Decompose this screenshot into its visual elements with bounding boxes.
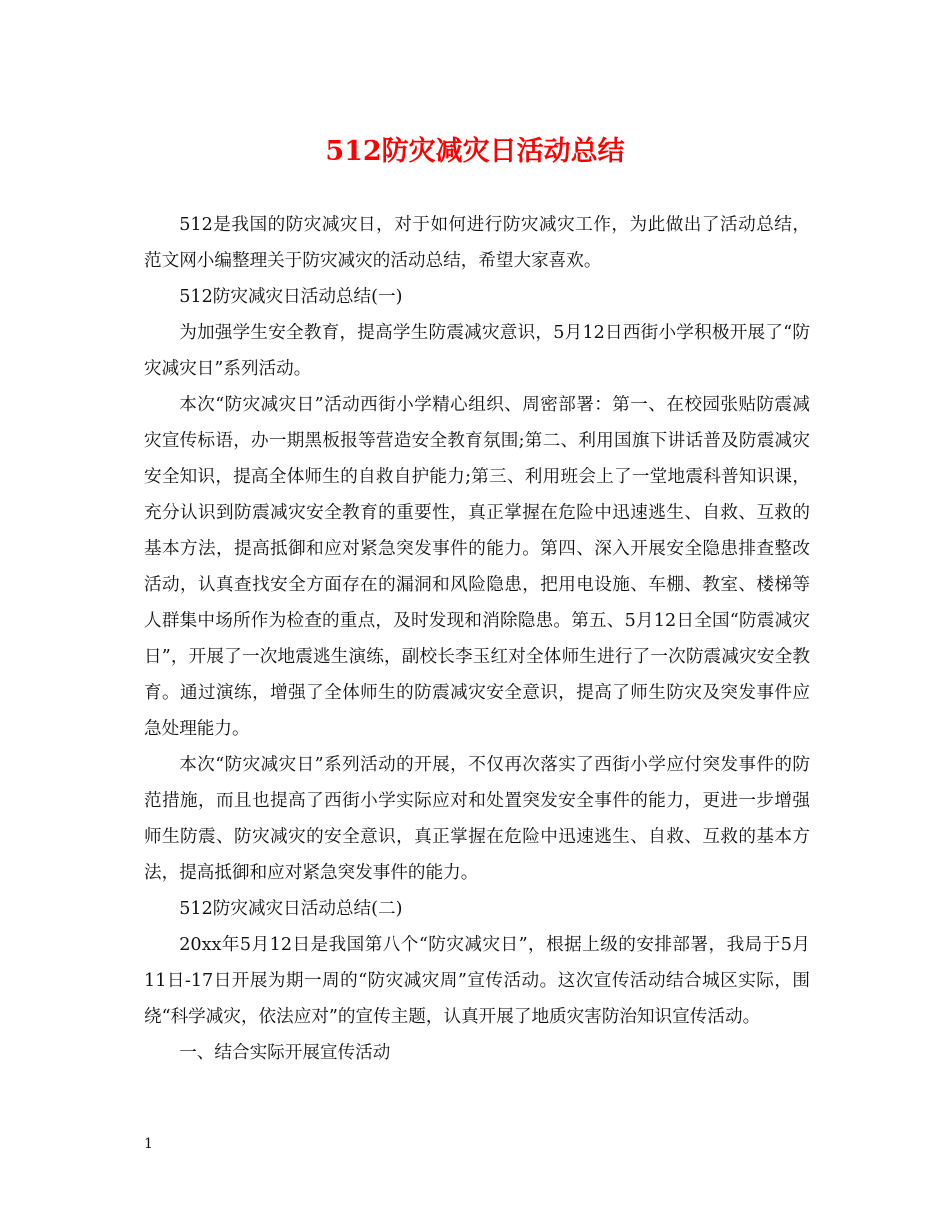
- paragraph: 本次“防灾减灾日”活动西街小学精心组织、周密部署：第一、在校园张贴防震减灾宣传标语，办一期黑板报等营造安全教育氛围;第二、利用国旗下讲话普及防震减灾安全知识，提高全体师生的自救自护能力;第三、利用班会上了一堂地震科普知识课，充分认识到防震减灾安全教育的重要性，真正掌握在危险中迅速逃生、自救、互救的基本方法，提高抵御和应对紧急突发事件的能力。第四、深入开展安全隐患排查整改活动，认真查找安全方面存在的漏洞和风险隐患，把用电设施、车棚、教室、楼梯等人群集中场所作为检查的重点，及时发现和消除隐患。第五、5月12日全国“防震减灾日”，开展了一次地震逃生演练，副校长李玉红对全体师生进行了一次防震减灾安全教育。通过演练，增强了全体师生的防震减灾安全意识，提高了师生防灾及突发事件应急处理能力。: [144, 395, 810, 739]
- intro-paragraph: 512是我国的防灾减灾日，对于如何进行防灾减灾工作，为此做出了活动总结，范文网小编整理关于防灾减灾的活动总结，希望大家喜欢。: [144, 215, 810, 271]
- page-number: 1: [144, 1136, 153, 1152]
- paragraph: 本次“防灾减灾日”系列活动的开展，不仅再次落实了西街小学应付突发事件的防范措施，而且也提高了西街小学实际应对和处置突发安全事件的能力，更进一步增强师生防震、防灾减灾的安全意识，真正掌握在危险中迅速逃生、自救、互救的基本方法，提高抵御和应对紧急突发事件的能力。: [144, 755, 810, 883]
- subsection-heading: 一、结合实际开展宣传活动: [179, 1043, 391, 1063]
- paragraph: 为加强学生安全教育，提高学生防震减灾意识，5月12日西街小学积极开展了“防灾减灾日”系列活动。: [144, 323, 810, 379]
- document-body: [144, 207, 810, 1071]
- document-title: 512防灾减灾日活动总结: [325, 136, 625, 167]
- section-heading-1: 512防灾减灾日活动总结(一): [179, 287, 403, 307]
- section-heading-2: 512防灾减灾日活动总结(二): [179, 899, 403, 919]
- paragraph: 20xx年5月12日是我国第八个“防灾减灾日”，根据上级的安排部署，我局于5月11日-17日开展为期一周的“防灾减灾周”宣传活动。这次宣传活动结合城区实际，围绕“科学减灾，依法应对”的宣传主题，认真开展了地质灾害防治知识宣传活动。: [144, 935, 810, 1027]
